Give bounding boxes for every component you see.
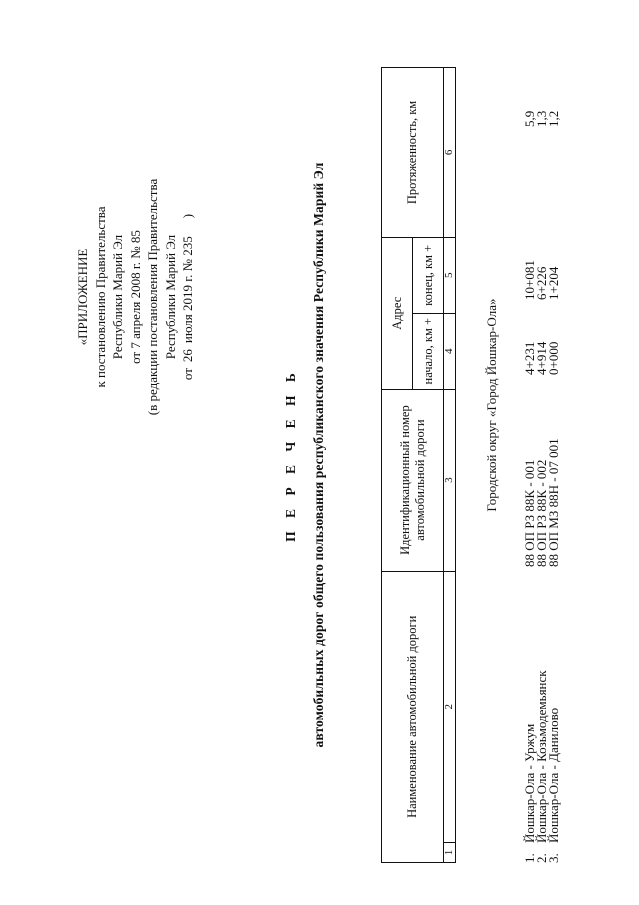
road-end: 1+204 — [546, 266, 561, 300]
road-id: 88 ОП РЗ 88К - 001 — [522, 459, 537, 567]
road-length: 1,2 — [546, 110, 561, 127]
road-name: Йошкар-Ола - Уржум — [522, 723, 537, 843]
appendix-block — [74, 167, 197, 427]
column-number: 3 — [444, 389, 456, 571]
header-address: Адрес — [382, 237, 413, 389]
region-heading: Городской округ «Город Йошкар-Ола» — [484, 298, 499, 512]
appendix-day: 26 — [180, 349, 195, 363]
appendix-from: от — [180, 368, 195, 381]
document-title: П Е Р Е Ч Е Н Ь — [283, 368, 298, 542]
table-row — [548, 3, 560, 863]
road-start: 4+231 — [522, 341, 537, 375]
column-number: 2 — [444, 571, 456, 843]
road-end: 10+081 — [522, 260, 537, 300]
appendix-close: ) — [180, 213, 195, 219]
appendix-line: к постановлению Правительства — [92, 206, 108, 388]
road-number: 1. — [522, 853, 537, 863]
road-start: 0+000 — [546, 341, 561, 375]
road-number: 2. — [534, 853, 549, 863]
appendix-line: от 7 апреля 2008 г. № 85 — [127, 230, 143, 364]
column-number: 5 — [444, 237, 456, 313]
roads-table-header — [381, 67, 456, 863]
header-length: Протяженность, км — [382, 68, 444, 238]
appendix-line: «ПРИЛОЖЕНИЕ — [75, 248, 90, 346]
road-start: 4+914 — [534, 341, 549, 375]
road-length: 5,9 — [522, 110, 537, 127]
road-length: 1,3 — [534, 110, 549, 127]
appendix-date: июля 2019 г. № 235 — [180, 236, 195, 344]
header-start: начало, км + — [413, 313, 444, 389]
road-number: 3. — [546, 853, 561, 863]
column-number: 1 — [444, 843, 456, 863]
column-number: 4 — [444, 313, 456, 389]
road-end: 6+226 — [534, 266, 549, 300]
header-road-id: Идентификационный номер автомобильной дороги — [382, 389, 444, 571]
road-id: 88 ОП МЗ 88Н - 07 001 — [546, 438, 561, 567]
header-end: конец, км + — [413, 237, 444, 313]
roads-list — [524, 3, 560, 863]
appendix-line: Республики Марий Эл — [162, 234, 178, 360]
road-id: 88 ОП РЗ 88К - 002 — [534, 459, 549, 567]
header-road-name: Наименование автомобильной дороги — [382, 571, 444, 862]
appendix-line: (в редакции постановления Правительства — [145, 178, 160, 416]
road-name: Йошкар-Ола - Данилово — [546, 707, 561, 843]
document-subtitle: автомобильных дорог общего пользования республиканского значения Республики Марий Эл — [311, 162, 326, 748]
column-number: 6 — [444, 68, 456, 238]
road-name: Йошкар-Ола - Козьмодемьянск — [534, 670, 549, 843]
appendix-line: Республики Марий Эл — [110, 234, 125, 360]
appendix-date-line — [179, 167, 197, 427]
